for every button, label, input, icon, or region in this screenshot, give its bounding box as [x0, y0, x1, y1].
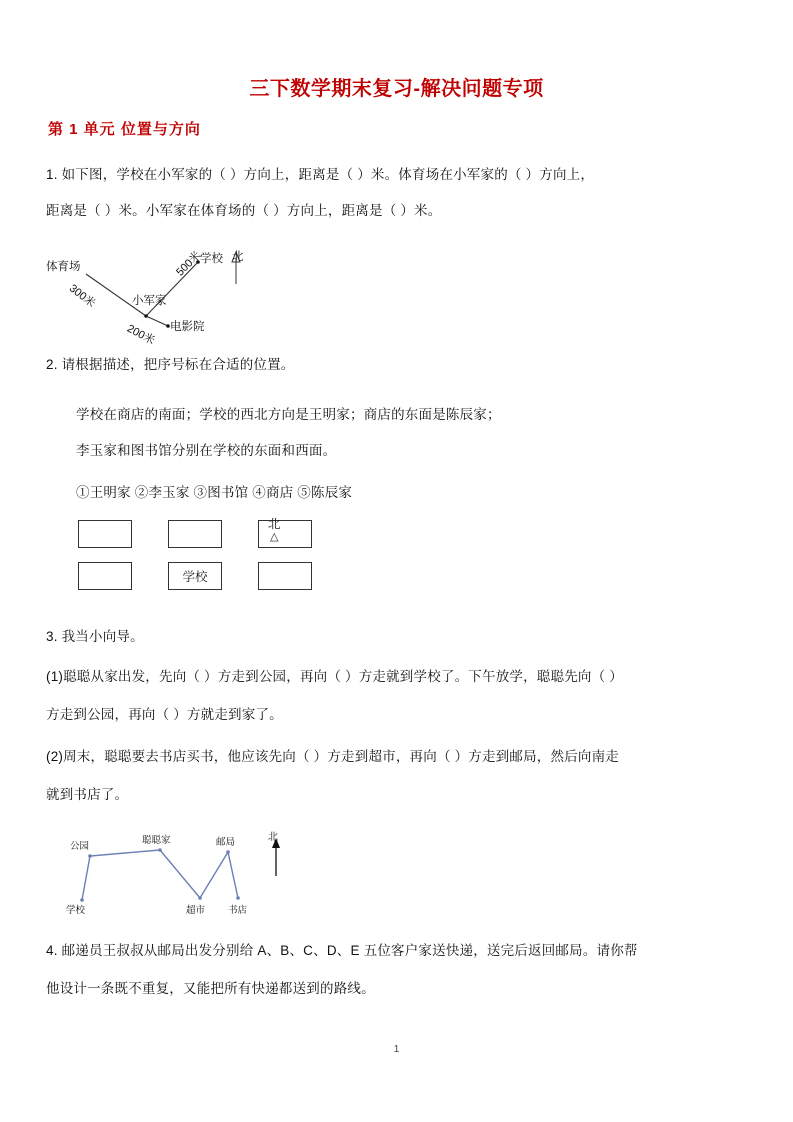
question-4-line-1: 4. 邮递员王叔叔从邮局出发分别给 A、B、C、D、E 五位客户家送快递，送完后返回邮局。请你帮: [46, 943, 638, 958]
figure-directions-map: [46, 244, 346, 348]
question-3-line-5: 就到书店了。: [46, 787, 129, 802]
question-2-line-2: 学校在商店的南面；学校的西北方向是王明家；商店的东面是陈辰家；: [76, 407, 501, 422]
page-title: 三下数学期末复习-解决问题专项: [249, 78, 544, 100]
question-3-line-3: 方走到公园，再向（ ）方就走到家了。: [46, 707, 283, 722]
grid-north-indicator: [268, 518, 281, 544]
label-home: 小军家: [132, 295, 167, 307]
question-2-line-3: 李玉家和图书馆分别在学校的东面和西面。: [76, 443, 337, 458]
label-school-route: 学校: [66, 905, 86, 916]
label-distance-200: 200米: [124, 322, 157, 348]
question-3-line-1: 3. 我当小向导。: [46, 629, 144, 644]
question-1-line-1: 1. 如下图，学校在小军家的（ ）方向上，距离是（ ）米。体育场在小军家的（ ）方向上，: [46, 167, 595, 182]
question-4-line-2: 他设计一条既不重复，又能把所有快递都送到的路线。: [46, 981, 375, 996]
question-3-line-4: (2)周末，聪聪要去书店买书，他应该先向（ ）方走到超市，再向（ ）方走到邮局，然后向南走: [46, 749, 619, 764]
label-cinema: 电影院: [170, 321, 205, 333]
answer-cell[interactable]: [258, 517, 312, 548]
unit-heading: 第 1 单元 位置与方向: [48, 121, 201, 138]
grid-north-triangle-icon: △: [270, 531, 279, 543]
answer-cell[interactable]: [168, 520, 222, 548]
label-bookstore: 书店: [228, 905, 248, 916]
label-supermarket: 超市: [186, 905, 206, 916]
label-park: 公园: [70, 841, 90, 852]
label-distance-500: 500米: [174, 249, 204, 279]
label-north: 北: [232, 251, 244, 263]
answer-cell-school: 学校: [168, 562, 222, 590]
figure-route-map: [60, 828, 390, 920]
answer-cell[interactable]: [78, 520, 132, 548]
answer-cell[interactable]: [258, 562, 312, 590]
label-stadium: 体育场: [46, 261, 81, 273]
question-2-line-4: ①王明家 ②李玉家 ③图书馆 ④商店 ⑤陈辰家: [76, 485, 353, 500]
answer-cell[interactable]: [78, 562, 132, 590]
route-north-label: 北: [268, 832, 278, 843]
page-number: 1: [393, 1044, 400, 1055]
label-post-office: 邮局: [216, 837, 236, 848]
grid-north-label: 北: [268, 517, 281, 531]
question-1-line-2: 距离是（ ）米。小军家在体育场的（ ）方向上，距离是（ ）米。: [46, 203, 442, 218]
question-3-line-2: (1)聪聪从家出发，先向（ ）方走到公园，再向（ ）方走就到学校了。下午放学，聪聪先向（ ）: [46, 669, 623, 684]
label-distance-300: 300米: [66, 282, 98, 310]
label-congcong-home: 聪聪家: [142, 835, 171, 846]
answer-grid-row: [78, 562, 312, 590]
question-2-line-1: 2. 请根据描述，把序号标在合适的位置。: [46, 357, 295, 372]
label-school: 学校: [200, 253, 223, 265]
